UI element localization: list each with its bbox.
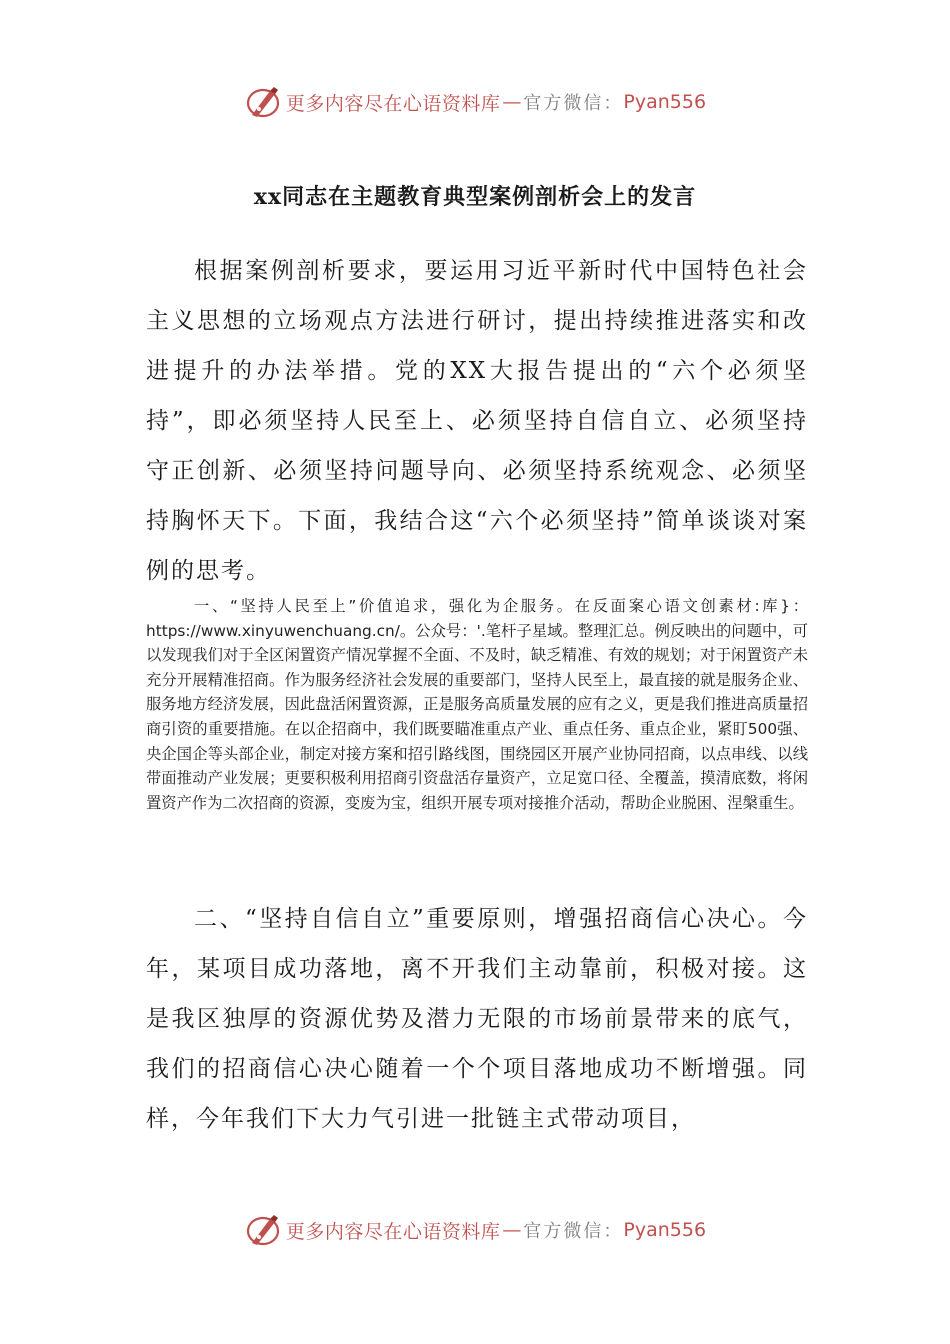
pen-nib-icon (244, 1213, 282, 1247)
watermark-separator: — (502, 91, 522, 113)
paragraph-intro: 根据案例剖析要求，要运用习近平新时代中国特色社会主义思想的立场观点方法进行研讨，提出持续推进落实和改进提升的办法举措。党的XX大报告提出的“六个必须坚持”，即必须坚持人民至上、必须坚持自信自立、必须坚持守正创新、必须坚持问题导向、必须坚持系统观念、必须坚持胸怀天下。下面，我结合这“六个必须坚持”简单谈谈对案例的思考。 (146, 258, 808, 584)
watermark-separator: — (502, 1219, 522, 1241)
paragraph-section-two: 二、“坚持自信自立”重要原则，增强招商信心决心。今年，某项目成功落地，离不开我们主动靠前，积极对接。这是我区独厚的资源优势及潜力无限的市场前景带来的底气，我们的招商信心决心随着一个个项目落地成功不断增强。同样，今年我们下大力气引进一批链主式带动项目， (146, 906, 808, 1132)
watermark-text: 更多内容尽在心语资料库 (285, 92, 501, 115)
paragraph-section-one: 一、“坚持人民至上”价值追求，强化为企服务。在反面案心语文创素材:库}：https://www.xinyuwenchuang.cn/。公众号：'.笔杆子星域。整理汇总。例反映出的问题中，可以发现我们对于全区闲置资产情况掌握不全面、不及时，缺乏精准、有效的规划；对于闲置资产未充分开展精准招商。作为服务经济社会发展的重要部门，坚持人民至上，最直接的就是服务企业、服务地方经济发展，因此盘活闲置资源，正是服务高质量发展的应有之义，更是我们推进高质量招商引资的重要措施。在以企招商中，我们既要瞄准重点产业、重点任务、重点企业，紧盯500强、央企国企等头部企业，制定对接方案和招引路线图，围绕园区开展产业协同招商，以点串线、以线带面推动产业发展；更要积极利用招商引资盘活存量资产，立足宽口径、全覆盖，摸清底数，将闲置资产作为二次招商的资源，变废为宝，组织开展专项对接推介活动，帮助企业脱困、涅槃重生。 (146, 597, 808, 812)
footer-watermark-banner (0, 1210, 950, 1250)
watermark-suffix: 官方微信： (523, 1221, 624, 1242)
watermark-account: Pyan556 (623, 1219, 707, 1241)
watermark-suffix: 官方微信： (523, 93, 624, 114)
header-watermark-banner (0, 82, 950, 122)
watermark-account: Pyan556 (623, 91, 707, 113)
pen-nib-icon (244, 85, 282, 119)
watermark-text: 更多内容尽在心语资料库 (285, 1220, 501, 1243)
document-title: xx同志在主题教育典型案例剖析会上的发言 (253, 184, 697, 210)
